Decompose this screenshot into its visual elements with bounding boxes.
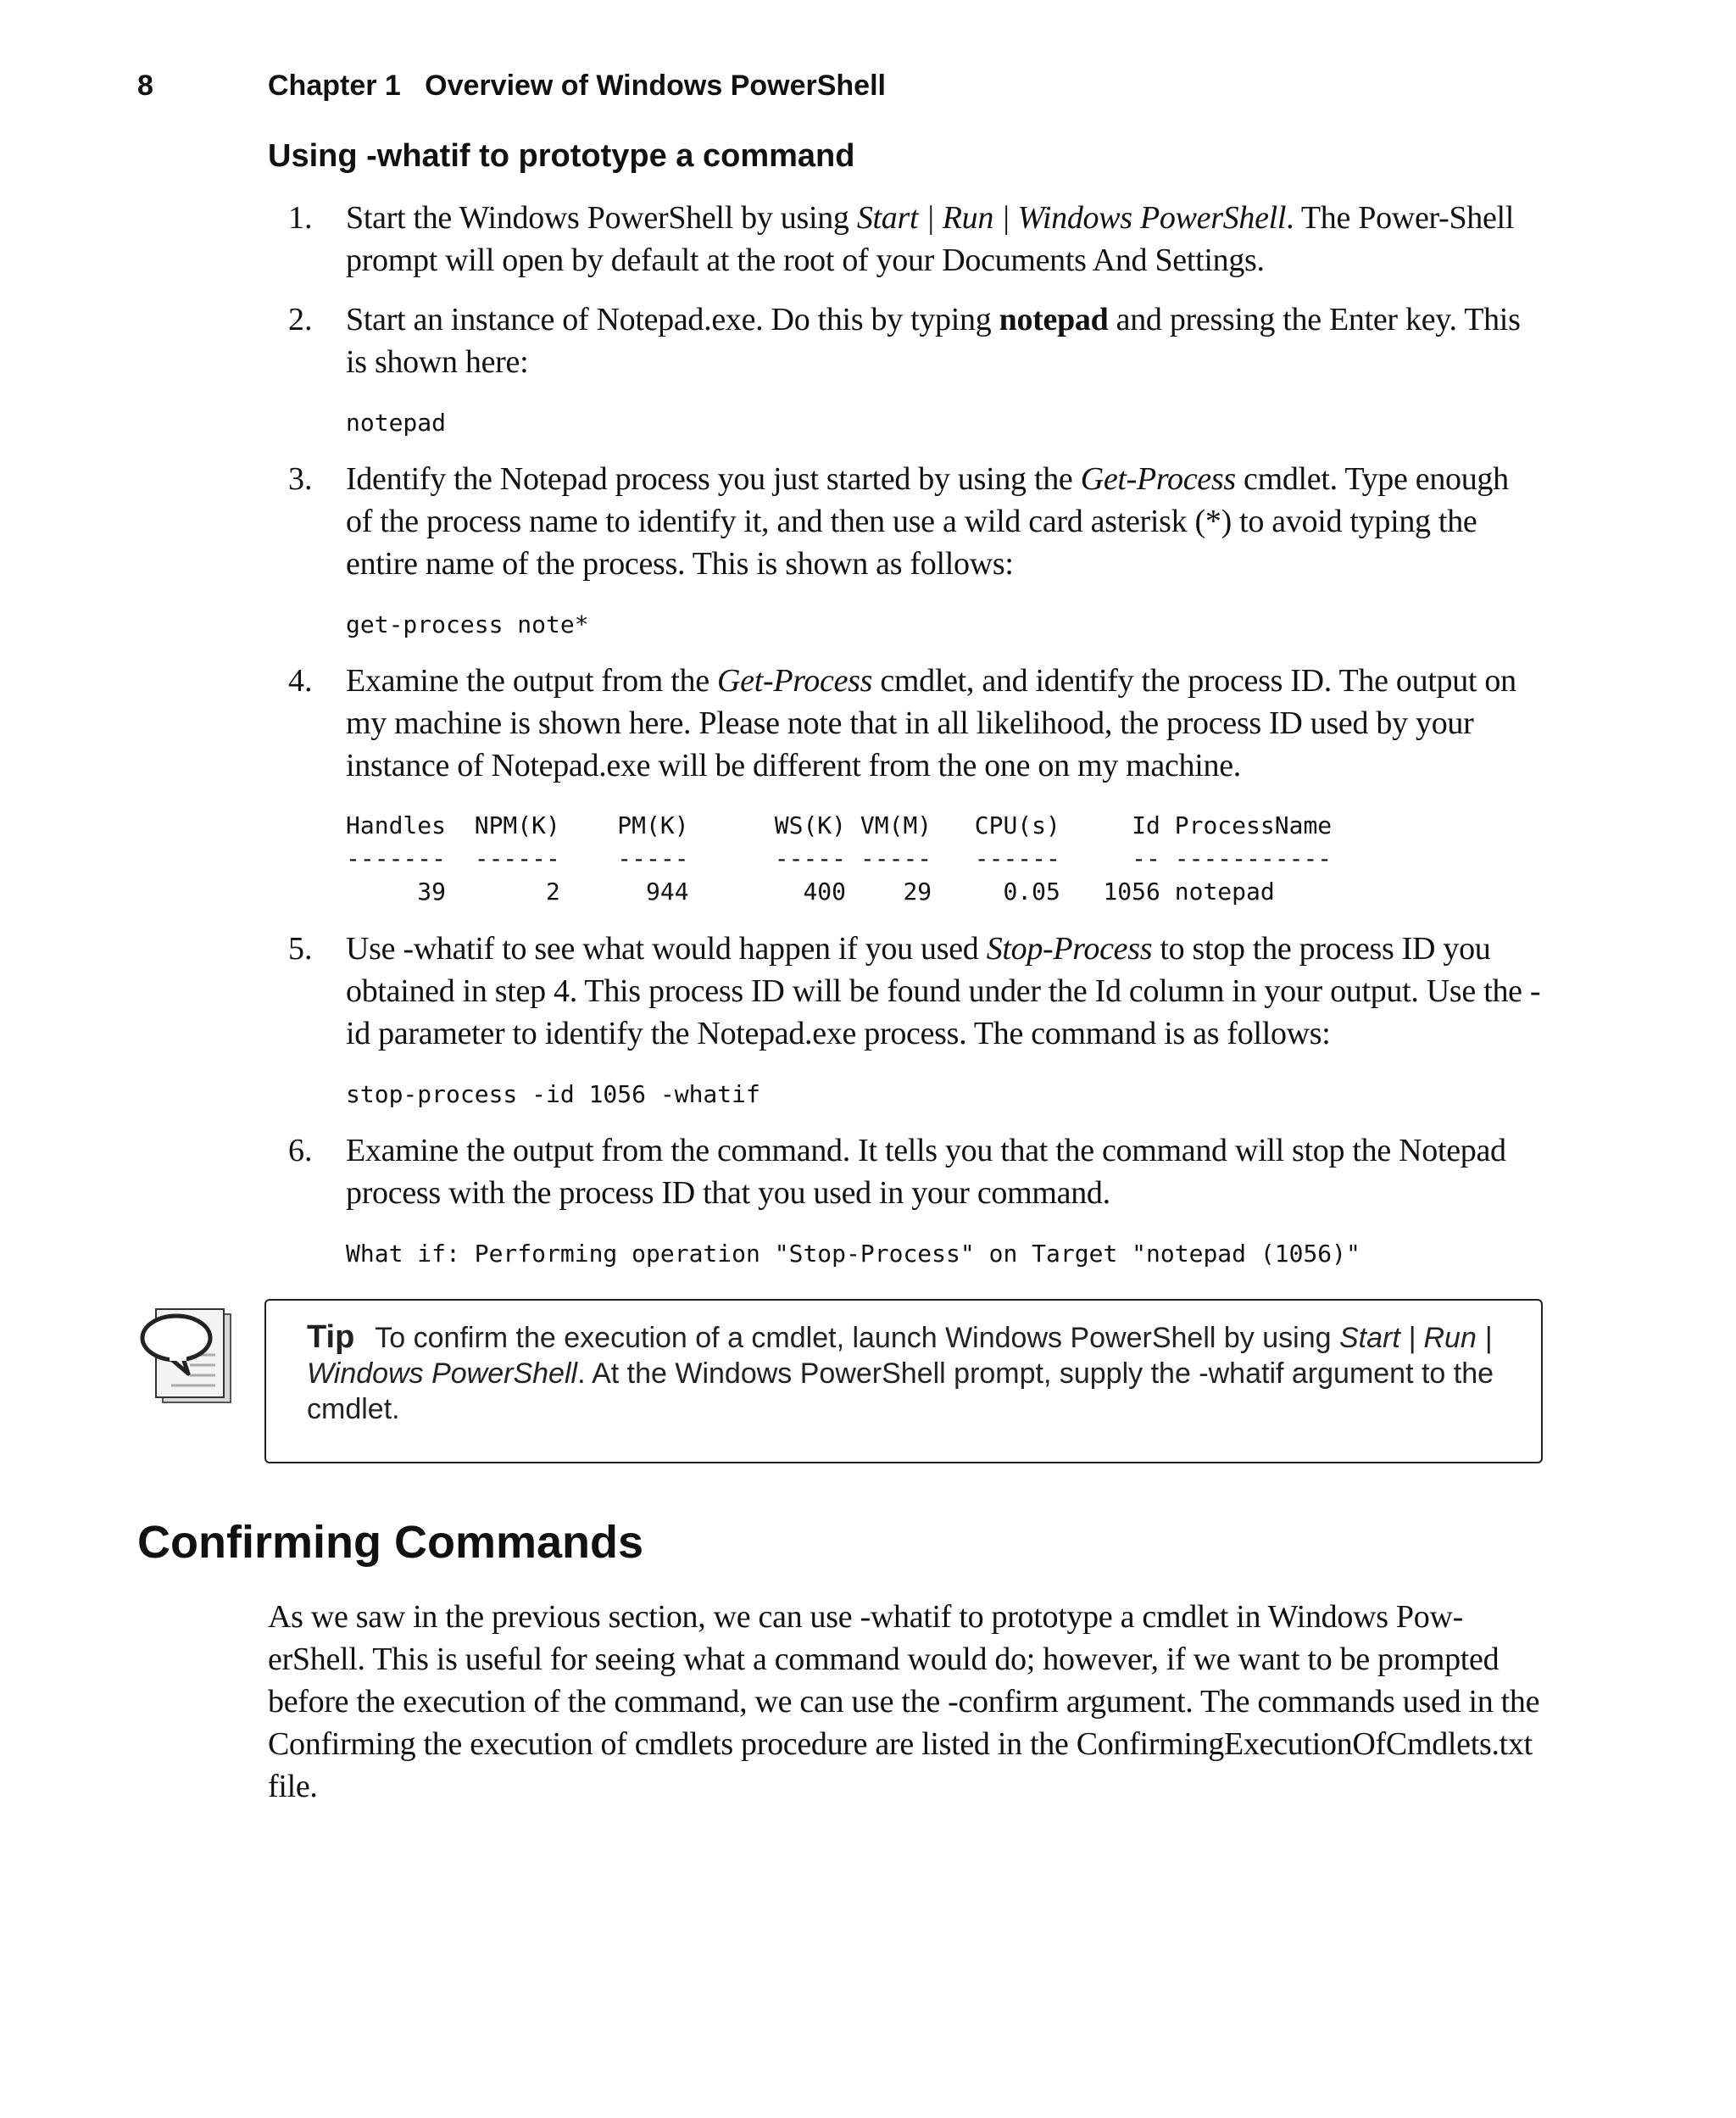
step-number: 4. [288,663,313,699]
step-text: Start an instance of Notepad.exe. Do this by typing notepad and pressing the Enter key. This is shown here: [346,302,1521,380]
step-number: 2. [288,302,313,337]
code-block-process-output: Handles NPM(K) PM(K) WS(K) VM(M) CPU(s) Id ProcessName ------- ------ ----- ----- ----- ------ -- ----------- 39 2 944 400 29 0.05 1056 notepad [346,811,1333,906]
step-text: Use -whatif to see what would happen if you used Stop-Process to stop the process ID you obtained in step 4. This process ID will be found under the Id column in your output. Use the -id parameter to identify the Notepad.exe process. The command is as follows: [346,931,1541,1051]
step-2 [288,298,1543,383]
step-text: Examine the output from the Get-Process cmdlet, and identify the process ID. The output on my machine is shown here. Please note that in all likelihood, the process ID used by your instance of Notepad.exe will be different from the one on my machine. [346,663,1516,783]
tip-label: Tip [307,1319,355,1355]
code-block-stop-process: stop-process -id 1056 -whatif [346,1080,760,1108]
step-text: Start the Windows PowerShell by using Start | Run | Windows PowerShell. The Power-Shell prompt will open by default at the root of your Documents And Settings. [346,200,1515,278]
step-5 [288,928,1543,1055]
step-number: 5. [288,931,313,967]
procedure-heading: Using -whatif to prototype a command [268,138,855,174]
code-block-get-process: get-process note* [346,610,589,638]
step-3 [288,458,1543,585]
tip-box [264,1299,1543,1463]
step-text: Identify the Notepad process you just started by using the Get-Process cmdlet. Type enough of the process name to identify it, and then use a wild card asterisk (*) to avoid typing the entire name of the process. This is shown as follows: [346,461,1509,582]
page-number: 8 [137,70,153,102]
step-6 [288,1129,1543,1214]
step-4 [288,660,1543,787]
chapter-title: Chapter 1 Overview of Windows PowerShell [268,70,886,102]
code-block-whatif-output: What if: Performing operation "Stop-Process" on Target "notepad (1056)" [346,1240,1360,1268]
section-paragraph: As we saw in the previous section, we can use -whatif to prototype a cmdlet in Windows Pow-erShell. This is useful for seeing what a command would do; however, if we want to be prompted before the execution of the command, we can use the -confirm argument. The commands used in the Confirming the execution of cmdlets procedure are listed in the ConfirmingExecutionOfCmdlets.txt file. [268,1599,1540,1804]
step-number: 3. [288,461,313,497]
section-heading: Confirming Commands [137,1517,644,1568]
code-block-notepad: notepad [346,409,447,437]
step-number: 1. [288,200,313,236]
step-number: 6. [288,1133,313,1168]
speech-bubble-icon [137,1306,237,1411]
tip-text: Tip To confirm the execution of a cmdlet, launch Windows PowerShell by using Start | Run | Windows PowerShell. At the Windows PowerShell prompt, supply the -whatif argument to the cmdlet. [307,1319,1494,1425]
step-1 [288,197,1543,281]
step-text: Examine the output from the command. It tells you that the command will stop the Notepad process with the process ID that you used in your command. [346,1133,1506,1211]
